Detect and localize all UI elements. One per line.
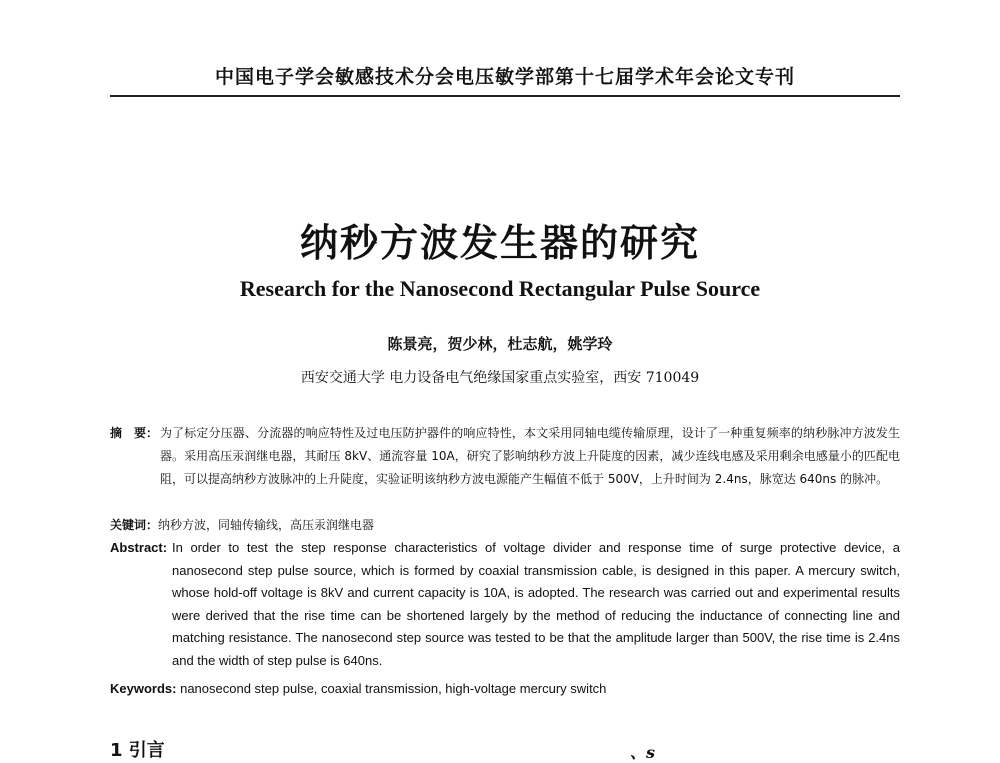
abstract-chinese [110,422,900,491]
stray-mark: 、s [630,743,656,762]
keywords-english-text: nanosecond step pulse, coaxial transmission, high-voltage mercury switch [180,681,607,696]
keywords-chinese-label: 关键词： [110,518,159,532]
header-rule [110,95,900,97]
abstract-english [110,537,900,673]
abstract-english-label: Abstract: [110,540,168,555]
abstract-chinese-text: 为了标定分压器、分流器的响应特性及过电压防护器件的响应特性，本文采用同轴电缆传输原理，设计了一种重复频率的纳秒脉冲方波发生器。采用高压汞润继电器，其耐压 8kV、通流容量 10A，研究了影响纳秒方波上升陡度的因素，减少连线电感及采用剩余电感量小的匹配电阻，可以提高纳秒方波脉冲的上升陡度，实验证明该纳秒方波电源能产生幅值不低于 500V，上升时间为 2.4ns，脉宽达 640ns 的脉冲。 [160,426,900,486]
title-chinese: 纳秒方波发生器的研究 [299,221,700,265]
section-heading-introduction: 1 引言 [110,740,165,761]
running-head: 中国电子学会敏感技术分会电压敏学部第十七届学术年会论文专刊 [214,66,795,88]
title-english: Research for the Nanosecond Rectangular Pulse Source [239,276,761,301]
abstract-chinese-label: 摘 要： [110,426,159,440]
keywords-english [110,678,900,700]
abstract-english-text: In order to test the step response characteristics of voltage divider and response time of surge protective device, a nanosecond step pulse source, which is formed by coaxial transmission cable, is designed in this paper. A mercury switch, whose hold-off voltage is 8kV and current capacity is 10A, is adopted. The research was carried out and experimental results were derived that the rise time can be shortened largely by the method of reducing the inductance of connecting line and matching resistance. The nanosecond step source was tested to be that the amplitude larger than 500V, the rise time is 2.4ns and the width of step pulse is 640ns. [172,540,900,668]
keywords-english-label: Keywords: [110,681,177,696]
keywords-chinese-text: 纳秒方波，同轴传输线，高压汞润继电器 [158,518,375,532]
keywords-chinese [110,514,900,537]
author-list: 陈景亮，贺少林，杜志航，姚学玲 [387,335,613,353]
affiliation: 西安交通大学 电力设备电气绝缘国家重点实验室，西安 710049 [300,370,700,386]
